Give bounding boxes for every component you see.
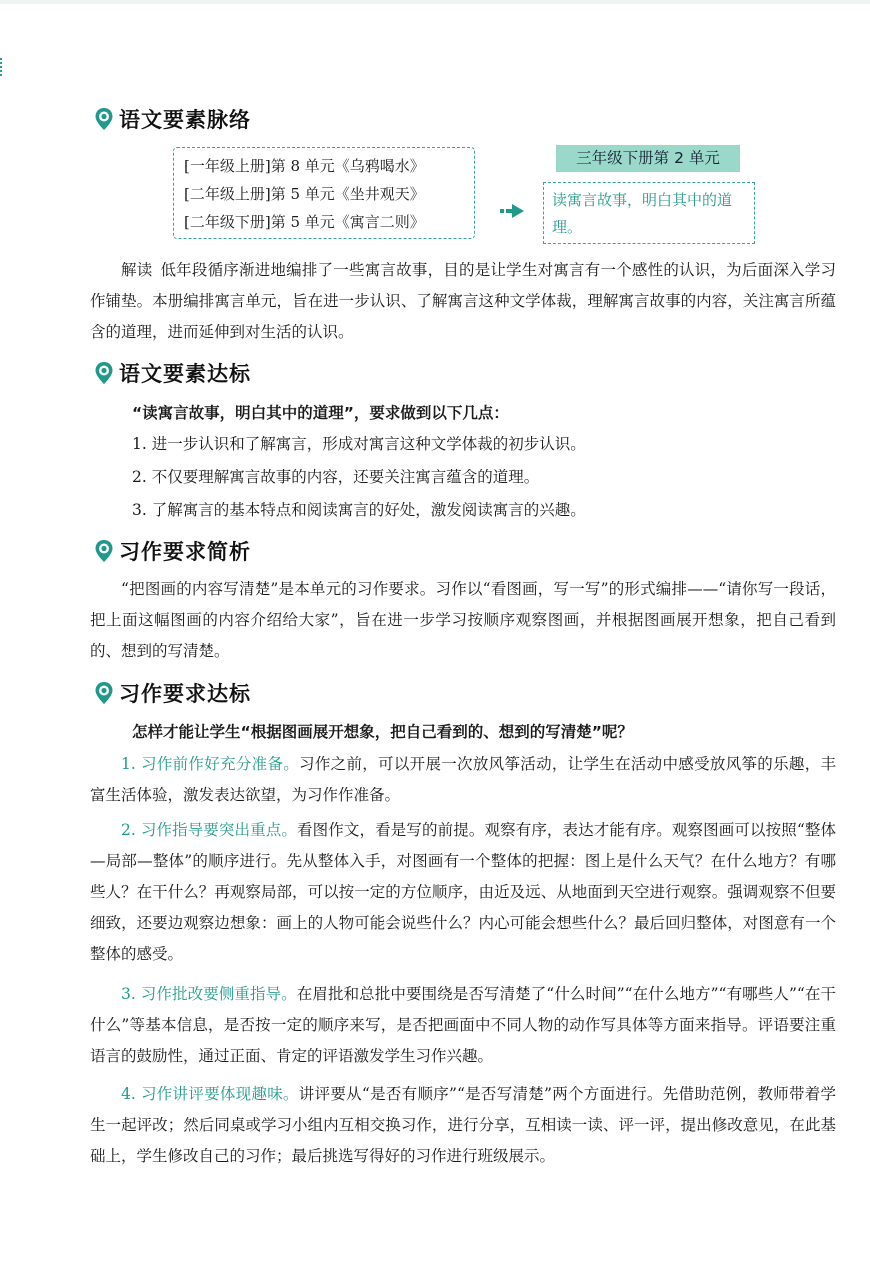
section-title: 语文要素达标 <box>119 362 251 386</box>
standard-intro: “读寓言故事，明白其中的道理”，要求做到以下几点： <box>132 404 509 422</box>
section-heading-1 <box>94 104 251 134</box>
writing-point-text: 看图作文，看是写的前提。观察有序，表达才能有序。观察图画可以按照“整体—局部—整体”的顺序进行。先从整体入手，对图画有一个整体的把握：图上是什么天气？在什么地方？有哪些人？在干什么？再观察局部，可以按一定的方位顺序，由近及远、从地面到天空进行观察。强调观察不但要细致，还要边观察边想象：画上的人物可能会说些什么？内心可能会想些什么？最后回归整体，对图意有一个整体的感受。 <box>90 821 836 963</box>
current-unit-tag: 三年级下册第 2 单元 <box>556 145 740 172</box>
writing-question: 怎样才能让学生“根据图画展开想象，把自己看到的、想到的写清楚”呢？ <box>132 723 633 741</box>
writing-point <box>90 749 836 811</box>
standard-item: 3. 了解寓言的基本特点和阅读寓言的好处，激发阅读寓言的兴趣。 <box>132 501 586 519</box>
writing-point-text: 在眉批和总批中要围绕是否写清楚了“什么时间”“在什么地方”“有哪些人”“在干什么”等基本信息，是否按一定的顺序来写，是否把画面中不同人物的动作写具体等方面来指导。评语要注重语言的鼓励性，通过正面、肯定的评语激发学生习作兴趣。 <box>90 985 836 1065</box>
prior-unit-item: [二年级上册]第 5 单元《坐井观天》 <box>184 185 425 203</box>
writing-point <box>90 979 836 1072</box>
writing-point-lead: 2. 习作指导要突出重点。 <box>121 821 298 839</box>
prior-unit-item: [一年级上册]第 8 单元《乌鸦喝水》 <box>184 157 425 175</box>
location-pin-icon <box>94 361 114 385</box>
prior-unit-item: [二年级下册]第 5 单元《寓言二则》 <box>184 213 425 231</box>
writing-point-text: 习作之前，可以开展一次放风筝活动，让学生在活动中感受放风筝的乐趣，丰富生活体验，激发表达欲望，为习作作准备。 <box>90 755 836 804</box>
section-title: 语文要素脉络 <box>119 108 251 132</box>
top-edge <box>0 0 870 4</box>
section-heading-2 <box>94 358 251 388</box>
location-pin-icon <box>94 107 114 131</box>
writing-point-lead: 3. 习作批改要侧重指导。 <box>121 985 297 1003</box>
standard-item: 1. 进一步认识和了解寓言，形成对寓言这种文学体裁的初步认识。 <box>132 435 586 453</box>
location-pin-icon <box>94 539 114 563</box>
interpretation-paragraph <box>90 255 836 348</box>
section-title: 习作要求简析 <box>119 540 251 564</box>
writing-point-text: 讲评要从“是否有顺序”“是否写清楚”两个方面进行。先借助范例，教师带着学生一起评改；然后同桌或学习小组内互相交换习作，进行分享，互相读一读、评一评，提出修改意见，在此基础上，学生修改自己的习作；最后挑选写得好的习作进行班级展示。 <box>90 1085 836 1165</box>
writing-point <box>90 815 836 970</box>
arrow-right-icon <box>500 204 524 218</box>
section-heading-3 <box>94 536 251 566</box>
section-title: 习作要求达标 <box>119 682 251 706</box>
writing-point-lead: 1. 习作前作好充分准备。 <box>121 755 300 773</box>
writing-analysis-paragraph: “把图画的内容写清楚”是本单元的习作要求。习作以“看图画，写一写”的形式编排——“请你写一段话，把上面这幅图画的内容介绍给大家”，旨在进一步学习按顺序观察图画，并根据图画展开想象，把自己看到的、想到的写清楚。 <box>90 580 836 660</box>
location-pin-icon <box>94 681 114 705</box>
section-heading-4 <box>94 678 251 708</box>
edge-mark <box>0 58 5 76</box>
writing-point <box>90 1079 836 1172</box>
current-unit-goal-box: 读寓言故事，明白其中的道理。 <box>543 182 755 244</box>
writing-point-lead: 4. 习作讲评要体现趣味。 <box>121 1085 299 1103</box>
interpretation-label: 解读 <box>121 261 153 279</box>
prior-units-box <box>173 147 475 239</box>
standard-item: 2. 不仅要理解寓言故事的内容，还要关注寓言蕴含的道理。 <box>132 468 540 486</box>
interpretation-text: 低年段循序渐进地编排了一些寓言故事，目的是让学生对寓言有一个感性的认识，为后面深入学习作铺垫。本册编排寓言单元，旨在进一步认识、了解寓言这种文学体裁，理解寓言故事的内容，关注寓言所蕴含的道理，进而延伸到对生活的认识。 <box>90 261 836 341</box>
